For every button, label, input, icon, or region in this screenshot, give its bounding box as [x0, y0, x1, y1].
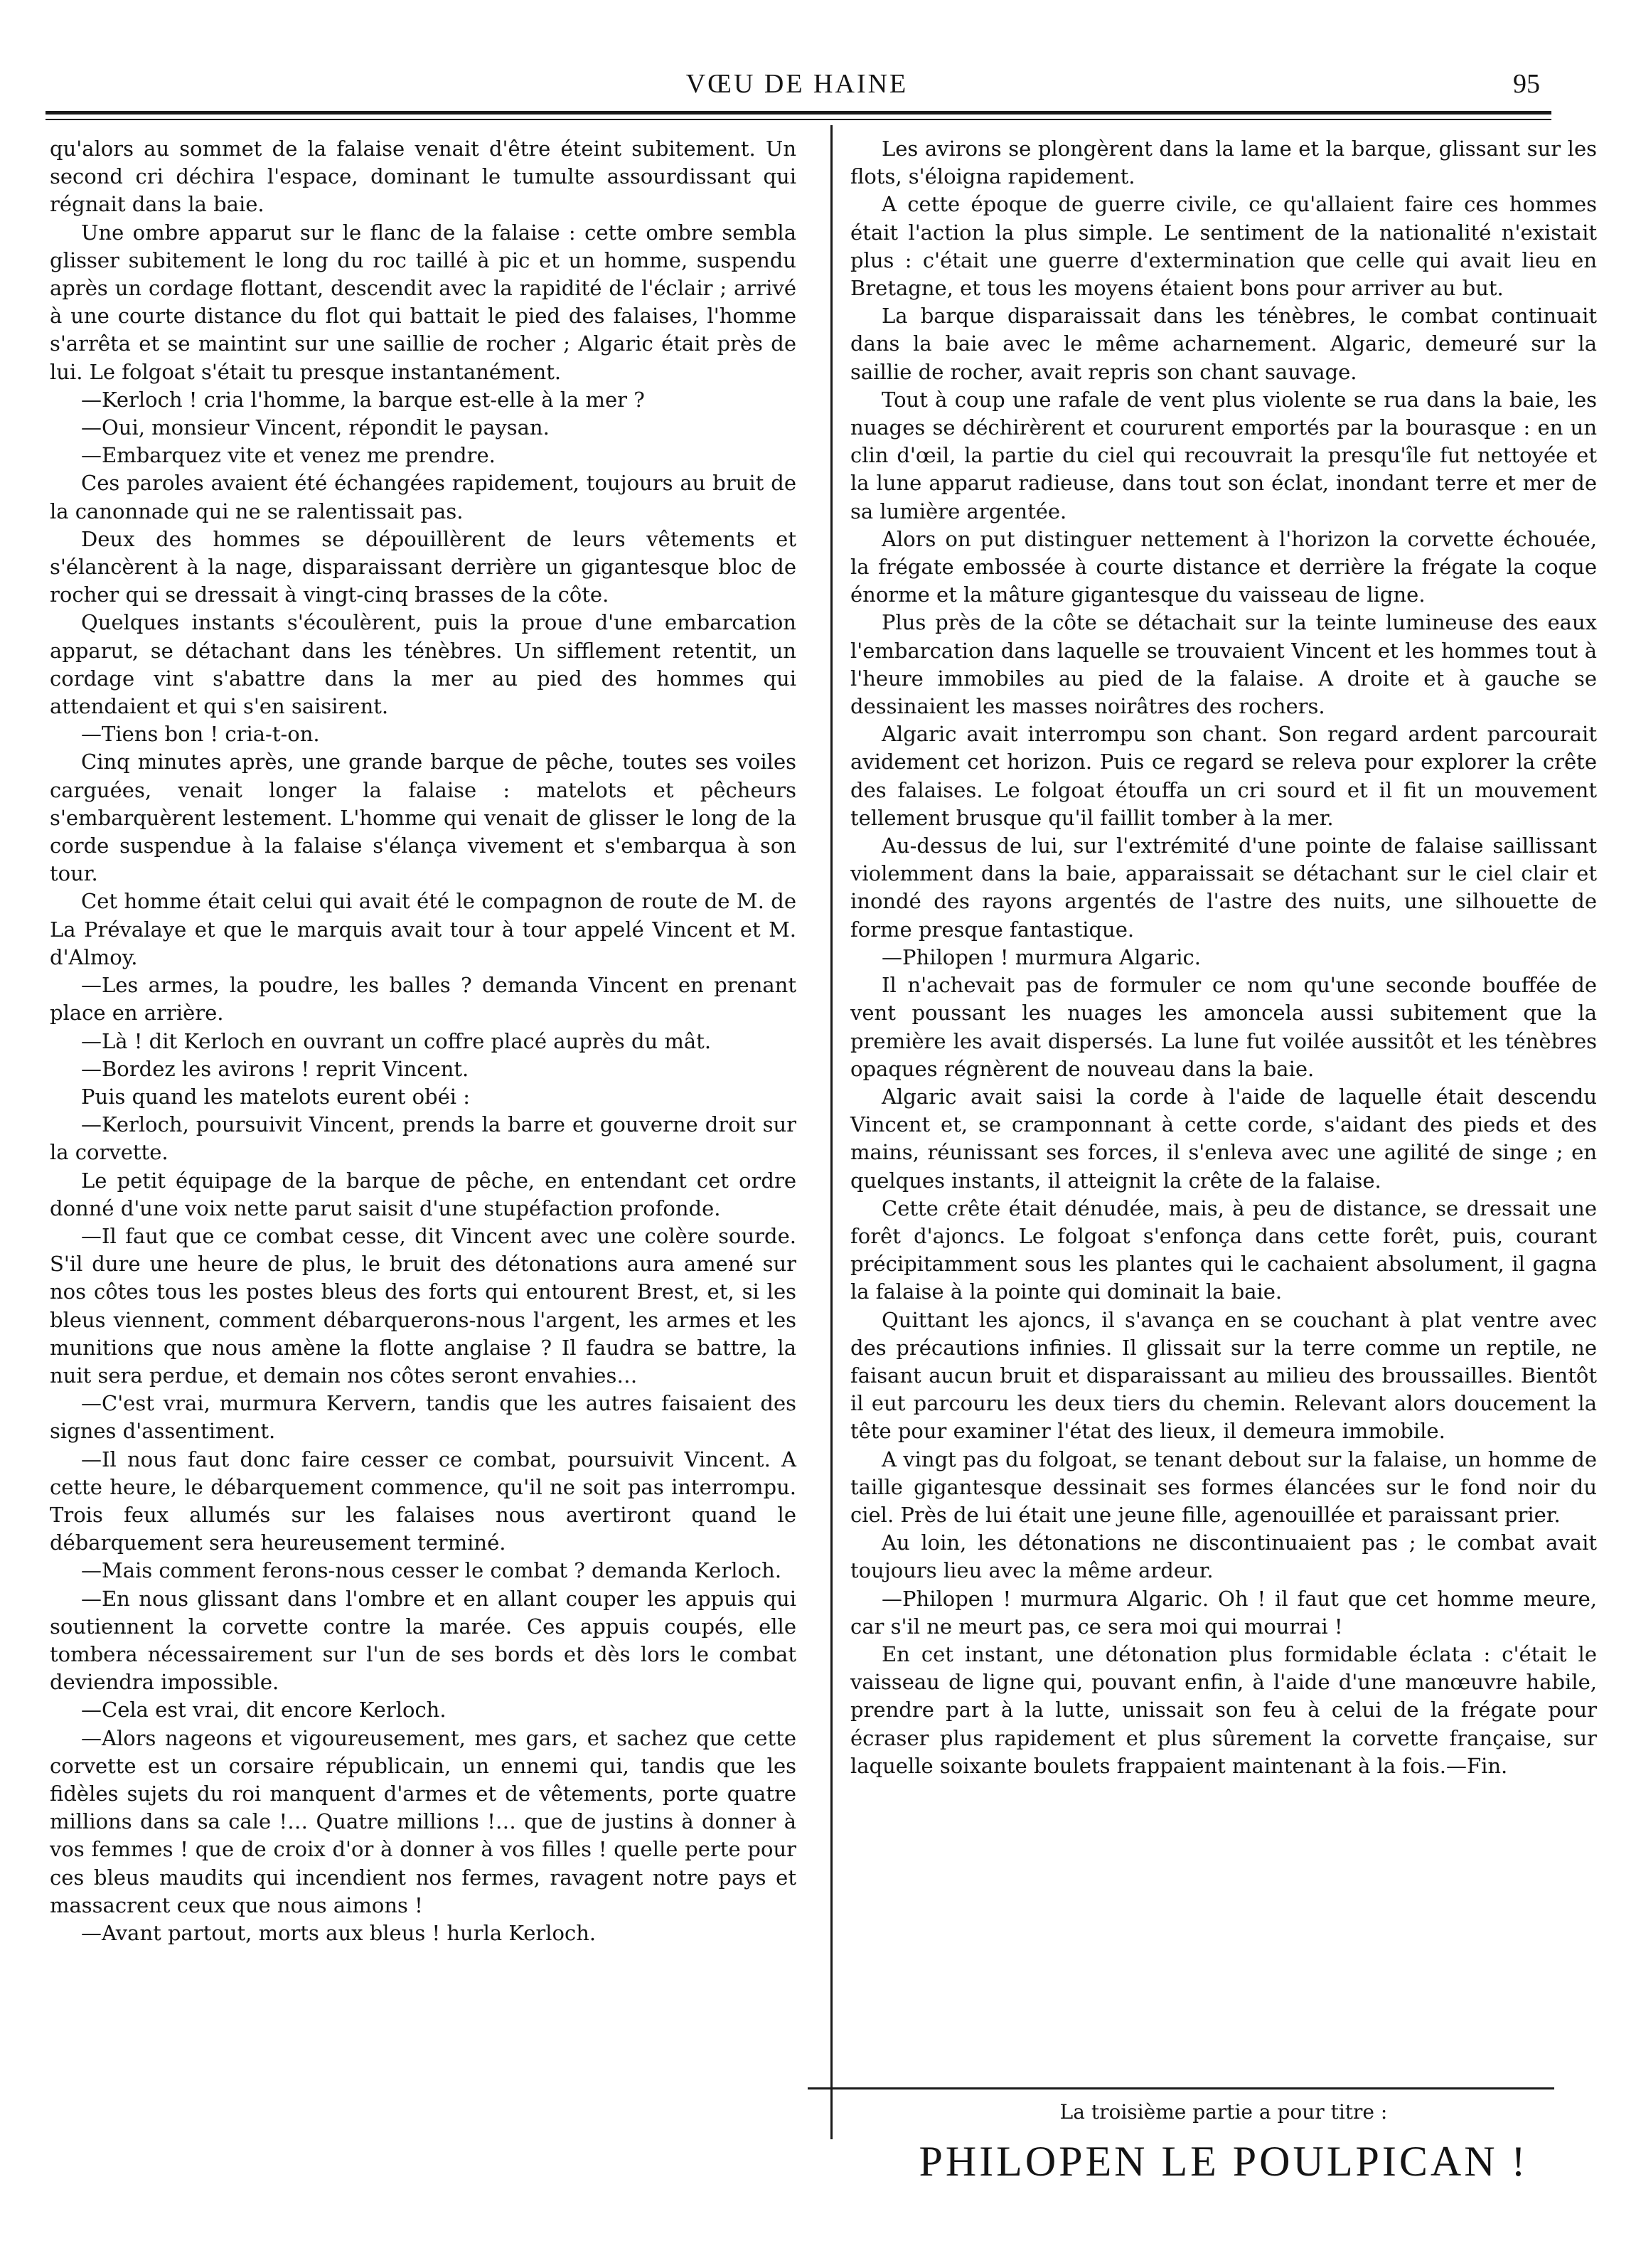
paragraph: A vingt pas du folgoat, se tenant debout sur la falaise, un homme de taille gigantesque dessinait ses formes élancées sur le fond noir du ciel. Près de lui était une jeune fille, agenouillée et paraissant prier.: [850, 1447, 1597, 1527]
paragraph: Alors on put distinguer nettement à l'horizon la corvette échouée, la frégate embossée à courte distance et derrière la frégate la coque énorme et la mâture gigantesque du vaisseau de ligne.: [850, 526, 1597, 607]
paragraph: —Mais comment ferons-nous cesser le combat ? demanda Kerloch.: [81, 1558, 782, 1583]
paragraph: Tout à coup une rafale de vent plus violente se rua dans la baie, les nuages se déchirèrent et coururent emportés par la bourasque : en un clin d'œil, la partie du ciel qui recouvrait la presqu'île fut nettoyée et la lune apparut radieuse, dans tout son éclat, inondant terre et mer de sa lumière argentée.: [850, 387, 1597, 523]
paragraph: Une ombre apparut sur le flanc de la falaise : cette ombre sembla glisser subitement le long du roc taillé à pic et un homme, suspendu après un cordage flottant, descendit avec la rapidité de l'éclair ; arrivé à une courte distance du flot qui battait le pied des falaises, l'homme s'arrêta et se maintint sur une saillie de rocher ; Algaric était près de lui. Le folgoat s'était tu presque instantanément.: [50, 220, 796, 384]
paragraph: Il n'achevait pas de formuler ce nom qu'une seconde bouffée de vent poussant les nuages les amoncela aussi subitement que la première les avait dispersés. La lune fut voilée aussitôt et les ténèbres opaques régnèrent de nouveau dans la baie.: [850, 973, 1597, 1081]
paragraph: —Oui, monsieur Vincent, répondit le paysan.: [81, 415, 550, 440]
paragraph: Au loin, les détonations ne discontinuaient pas ; le combat avait toujours lieu avec la même ardeur.: [850, 1530, 1597, 1583]
paragraph: Puis quand les matelots eurent obéi :: [81, 1084, 471, 1109]
paragraph: —Il nous faut donc faire cesser ce combat, poursuivit Vincent. A cette heure, le débarquement commence, qu'il ne soit pas interrompu. Trois feux allumés sur les falaises nous avertiront quand le débarquement sera heureusement terminé.: [50, 1447, 796, 1555]
paragraph: En cet instant, une détonation plus formidable éclata : c'était le vaisseau de ligne qui, pouvant enfin, à l'aide d'une manœuvre habile, prendre part à la lutte, unissait son feu à celui de la frégate pour écraser plus rapidement et plus sûrement la corvette française, sur laquelle soixante boulets frappaient maintenant à la fois.—Fin.: [850, 1641, 1597, 1778]
paragraph: Cet homme était celui qui avait été le compagnon de route de M. de La Prévalaye et que le marquis avait tour à tour appelé Vincent et M. d'Almoy.: [50, 889, 796, 969]
paragraph: Algaric avait saisi la corde à l'aide de laquelle était descendu Vincent et, se cramponnant à cette corde, s'aidant des pieds et des mains, réunissant ses forces, il s'enleva avec une agilité de singe ; en quelques instants, il atteignit la crête de la falaise.: [850, 1084, 1597, 1193]
paragraph: —Il faut que ce combat cesse, dit Vincent avec une colère sourde. S'il dure une heure de plus, le bruit des détonations aura amené sur nos côtes tous les postes bleus des forts qui entourent Brest, et, si les bleus viennent, comment débarquerons-nous l'argent, les armes et les munitions que nous amène la flotte anglaise ? Il faudra se battre, la nuit sera perdue, et demain nos côtes seront envahies…: [50, 1223, 796, 1388]
paragraph: —Philopen ! murmura Algaric.: [882, 944, 1201, 969]
paragraph: —Les armes, la poudre, les balles ? demanda Vincent en prenant place en arrière.: [50, 973, 796, 1026]
paragraph: —Kerloch ! cria l'homme, la barque est-elle à la mer ?: [81, 387, 645, 412]
paragraph: —Tiens bon ! cria-t-on.: [81, 722, 320, 747]
paragraph: Le petit équipage de la barque de pêche, en entendant cet ordre donné d'une voix nette parut saisit d'une stupéfaction profonde.: [50, 1168, 796, 1220]
paragraph: Quittant les ajoncs, il s'avança en se couchant à plat ventre avec des précautions infinies. Il glissait sur la terre comme un reptile, ne faisant aucun bruit et disparaissant au milieu des broussailles. Bientôt il eut parcouru les deux tiers du chemin. Relevant alors doucement la tête pour examiner l'état des lieux, il demeura immobile.: [850, 1307, 1597, 1444]
paragraph: qu'alors au sommet de la falaise venait d'être éteint subitement. Un second cri déchira l'espace, dominant le tumulte assourdissant qui régnait dans la baie.: [50, 137, 796, 217]
paragraph: Algaric avait interrompu son chant. Son regard ardent parcourait avidement cet horizon. Puis ce regard se releva pour explorer la crête des falaises. Le folgoat étouffa un cri sourd et il fit un mouvement tellement brusque qu'il faillit tomber à la mer.: [850, 722, 1597, 830]
paragraph: —Philopen ! murmura Algaric. Oh ! il faut que cet homme meure, car s'il ne meurt pas, ce sera moi qui mourrai !: [850, 1586, 1597, 1639]
paragraph: —Avant partout, morts aux bleus ! hurla Kerloch.: [81, 1921, 597, 1945]
page-header: [47, 68, 1547, 111]
paragraph: Cette crête était dénudée, mais, à peu de distance, se dressait une forêt d'ajoncs. Le folgoat s'enfonça dans cette forêt, puis, courant précipitamment sous les plantes qui le cachaient absolument, il gagna la falaise à la pointe qui dominait la baie.: [850, 1196, 1597, 1304]
paragraph: —Kerloch, poursuivit Vincent, prends la barre et gouverne droit sur la corvette.: [50, 1112, 796, 1165]
paragraph: Plus près de la côte se détachait sur la teinte lumineuse des eaux l'embarcation dans laquelle se trouvaient Vincent et les hommes tout à l'heure immobiles au pied de la falaise. A droite et à gauche se dessinaient les masses noirâtres des rochers.: [850, 610, 1597, 719]
paragraph: —En nous glissant dans l'ombre et en allant couper les appuis qui soutiennent la corvette contre la marée. Ces appuis coupés, elle tombera nécessairement sur l'un de ses bords et dès lors le combat deviendra impossible.: [50, 1586, 796, 1695]
paragraph: —C'est vrai, murmura Kervern, tandis que les autres faisaient des signes d'assentiment.: [50, 1391, 796, 1444]
paragraph: Deux des hommes se dépouillèrent de leurs vêtements et s'élancèrent à la nage, disparaissant derrière un gigantesque bloc de rocher qui se dressait à vingt-cinq brasses de la côte.: [50, 526, 796, 607]
right-column: [850, 135, 1597, 1780]
left-column: [50, 135, 796, 1947]
paragraph: A cette époque de guerre civile, ce qu'allaient faire ces hommes était l'action la plus simple. Le sentiment de la nationalité n'existait plus : c'était une guerre d'extermination que celle qui avait lieu en Bretagne, et tous les moyens étaient bons pour arriver au but.: [850, 192, 1597, 301]
paragraph: —Embarquez vite et venez me prendre.: [81, 443, 496, 468]
paragraph: Au-dessus de lui, sur l'extrémité d'une pointe de falaise saillissant violemment dans la baie, apparaissait se détachant sur le ciel clair et inondé des rayons argentés de l'astre des nuits, une silhouette de forme presque fantastique.: [850, 834, 1597, 942]
next-part-announcement: La troisième partie a pour titre :: [1059, 2100, 1388, 2124]
paragraph: Cinq minutes après, une grande barque de pêche, toutes ses voiles carguées, venait longer la falaise : matelots et pêcheurs s'embarquèrent lestement. L'homme qui venait de glisser le long de la corde suspendue à la falaise s'élança vivement et s'embarqua à son tour.: [50, 750, 796, 886]
column-divider: [830, 125, 833, 2139]
paragraph: Ces paroles avaient été échangées rapidement, toujours au bruit de la canonnade qui ne se ralentissait pas.: [50, 471, 796, 523]
next-part-title: PHILOPEN LE POULPICAN !: [919, 2138, 1529, 2185]
running-title: VŒU DE HAINE: [685, 69, 909, 99]
paragraph: —Cela est vrai, dit encore Kerloch.: [81, 1698, 447, 1723]
paragraph: Quelques instants s'écoulèrent, puis la proue d'une embarcation apparut, se détachant dans les ténèbres. Un sifflement retentit, un cordage vint s'abattre dans la mer au pied des hommes qui attendaient et qui s'en saisirent.: [50, 610, 796, 719]
paragraph: Les avirons se plongèrent dans la lame et la barque, glissant sur les flots, s'éloigna rapidement.: [850, 137, 1597, 189]
header-rule: [46, 111, 1551, 115]
paragraph: —Bordez les avirons ! reprit Vincent.: [81, 1056, 469, 1081]
section-end-rule: [808, 2087, 1554, 2089]
header-rule-thin: [46, 119, 1551, 120]
paragraph: La barque disparaissait dans les ténèbres, le combat continuait dans la baie avec le même acharnement. Algaric, demeuré sur la saillie de rocher, avait repris son chant sauvage.: [850, 304, 1597, 384]
paragraph: —Là ! dit Kerloch en ouvrant un coffre placé auprès du mât.: [81, 1028, 712, 1053]
page-number: 95: [1513, 69, 1540, 99]
paragraph: —Alors nageons et vigoureusement, mes gars, et sachez que cette corvette est un corsaire républicain, un ennemi qui, tandis que les fidèles sujets du roi manquent d'armes et de vêtements, porte quatre millions dans sa cale !… Quatre millions !… que de justins à donner à vos femmes ! que de croix d'or à donner à vos filles ! quelle perte pour ces bleus maudits qui incendient nos fermes, ravagent notre pays et massacrent ceux que nous aimons !: [50, 1725, 796, 1917]
